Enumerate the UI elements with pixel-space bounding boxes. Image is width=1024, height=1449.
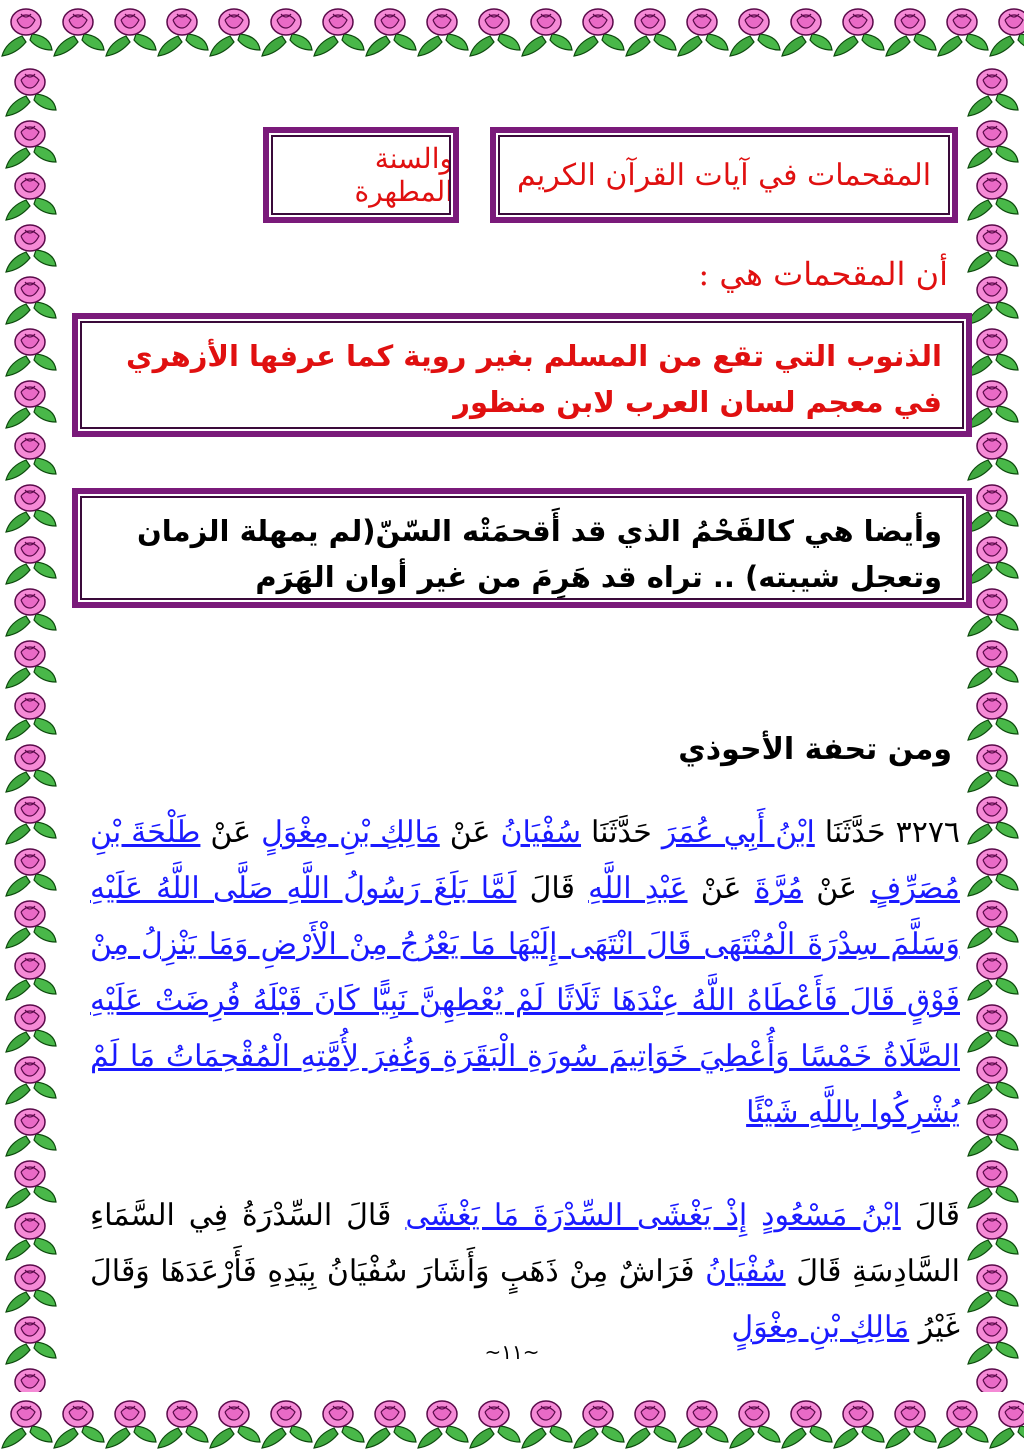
rose-icon [678,9,728,56]
rose-icon [968,641,1018,688]
title-box-main [490,127,958,223]
rose-icon [6,953,56,1000]
narrator-link[interactable]: ابْنُ مَسْعُودٍ [761,1198,901,1233]
floral-border-left [0,62,62,1392]
rose-icon [6,173,56,220]
rose-icon [968,849,1018,896]
rose-icon [6,381,56,428]
hadith-matn-link[interactable]: لَمَّا بَلَغَ رَسُولُ اللَّهِ صَلَّى اللَّهُ عَلَيْهِ وَسَلَّمَ سِدْرَةَ الْمُنْتَهَى قَالَ انْتَهَى إِلَيْهَا مَا يَعْرُجُ مِنْ الْأَرْضِ وَمَا يَنْزِلُ مِنْ فَوْقٍ قَالَ فَأَعْطَاهُ اللَّهُ عِنْدَهَا ثَلَاثًا لَمْ يُعْطِهِنَّ نَبِيًّا كَانَ قَبْلَهُ فُرِضَتْ عَلَيْهِ الصَّلَاةُ خَمْسًا وَأُعْطِيَ خَوَاتِيمَ سُورَةِ الْبَقَرَةِ وَغُفِرَ لِأُمَّتِهِ الْمُقْحِمَاتُ مَا لَمْ يُشْرِكُوا بِاللَّهِ شَيْئًا [90,871,960,1130]
definition-box-2 [72,488,972,608]
rose-icon [366,1401,416,1448]
hadith-text: حَدَّثَنَا [591,815,652,850]
definition-line-2: في معجم لسان العرب لابن منظور [453,385,942,419]
rose-icon [6,1109,56,1156]
narrator-link[interactable]: مُرَّةَ [754,871,804,906]
rose-icon [2,1401,52,1448]
quran-quote-link[interactable]: إِذْ يَغْشَى السِّدْرَةَ مَا يَغْشَى [405,1198,748,1233]
rose-icon [968,433,1018,480]
hadith-text: قَالَ [914,1198,960,1233]
rose-icon [968,901,1018,948]
rose-icon [6,329,56,376]
rose-icon [834,9,884,56]
rose-icon [210,9,260,56]
rose-icon [418,1401,468,1448]
rose-icon [6,641,56,688]
rose-icon [262,1401,312,1448]
hadith-text: عَنْ [816,871,858,906]
rose-icon [968,277,1018,324]
rose-icon [834,1401,884,1448]
rose-icon [968,693,1018,740]
definition2-line-1: وأيضا هي كالقَحْمُ الذي قد أَقحمَتْه السّنّ(لم يمهلة الزمان [137,514,942,548]
rose-icon [6,121,56,168]
rose-icon [314,1401,364,1448]
hadith-text: عَنْ [210,815,252,850]
rose-icon [6,901,56,948]
rose-icon [938,9,988,56]
rose-icon [2,9,52,56]
narrator-link[interactable]: مَالِكِ بْنِ مِغْوَلٍ [731,1310,910,1345]
narrator-link[interactable]: عَبْدِ اللَّهِ [588,871,688,906]
hadith-text: عَنْ [449,815,491,850]
rose-icon [470,9,520,56]
rose-icon [782,9,832,56]
floral-border-right [962,62,1024,1392]
rose-icon [6,849,56,896]
rose-icon [968,1057,1018,1104]
rose-icon [886,1401,936,1448]
rose-icon [6,1005,56,1052]
hadith-paragraph-2 [90,1188,960,1356]
rose-icon [106,1401,156,1448]
rose-icon [6,1265,56,1312]
rose-icon [470,1401,520,1448]
rose-icon [6,69,56,116]
page-number: ~١١~ [484,1340,540,1364]
narrator-link[interactable]: سُفْيَانُ [705,1254,786,1289]
rose-icon [990,9,1024,56]
rose-icon [730,1401,780,1448]
hadith-number: ٣٢٧٦ [895,815,961,850]
rose-icon [314,9,364,56]
rose-icon [968,173,1018,220]
rose-icon [54,1401,104,1448]
rose-icon [968,1265,1018,1312]
rose-icon [968,225,1018,272]
rose-icon [158,9,208,56]
rose-icon [6,277,56,324]
rose-icon [678,1401,728,1448]
rose-icon [418,9,468,56]
rose-icon [886,9,936,56]
rose-icon [262,9,312,56]
rose-icon [968,745,1018,792]
narrator-link[interactable]: سُفْيَانُ [500,815,582,850]
rose-icon [968,1109,1018,1156]
rose-icon [106,9,156,56]
rose-icon [968,953,1018,1000]
rose-icon [6,485,56,532]
floral-border-bottom [0,1392,1024,1449]
rose-icon [968,1369,1018,1392]
hadith-text: فَرَاشٌ مِنْ ذَهَبٍ وَأَشَارَ سُفْيَانُ بِيَدِهِ فَأَرْعَدَهَا وَقَالَ غَيْرُ [90,1254,960,1345]
floral-border-top [0,0,1024,62]
rose-icon [6,745,56,792]
rose-icon [990,1401,1024,1448]
rose-icon [6,1057,56,1104]
rose-icon [574,1401,624,1448]
rose-icon [968,1161,1018,1208]
title-box-secondary [263,127,459,223]
rose-icon [968,537,1018,584]
rose-icon [968,485,1018,532]
narrator-link[interactable]: ابْنُ أَبِي عُمَرَ [661,815,815,850]
rose-icon [6,1213,56,1260]
rose-icon [626,1401,676,1448]
rose-icon [968,381,1018,428]
rose-icon [6,1369,56,1392]
title-main: المقحمات في آيات القرآن الكريم [516,157,932,193]
rose-icon [6,225,56,272]
section-heading: ومن تحفة الأحوذي [678,732,952,767]
rose-icon [968,589,1018,636]
rose-icon [6,797,56,844]
rose-icon [158,1401,208,1448]
rose-icon [366,9,416,56]
rose-icon [6,433,56,480]
rose-icon [210,1401,260,1448]
definition-box [72,313,972,437]
rose-icon [6,589,56,636]
definition2-line-2: وتعجل شيبته) .. تراه قد هَرِمَ من غير أوان الهَرَم [255,560,942,594]
rose-icon [968,329,1018,376]
rose-icon [522,9,572,56]
rose-icon [968,1213,1018,1260]
title-secondary: والسنة المطهرة [354,142,453,208]
hadith-text: قَالَ [529,871,575,906]
definition-line-1: الذنوب التي تقع من المسلم بغير روية كما عرفها الأزهري [125,339,942,373]
rose-icon [968,69,1018,116]
rose-icon [626,9,676,56]
hadith-text: قَالَ السِّدْرَةُ فِي السَّمَاءِ السَّادِسَةِ قَالَ [90,1198,960,1289]
rose-icon [968,1005,1018,1052]
rose-icon [522,1401,572,1448]
narrator-link[interactable]: مَالِكِ بْنِ مِغْوَلٍ [261,815,440,850]
hadith-text: حَدَّثَنَا [824,815,886,850]
rose-icon [54,9,104,56]
rose-icon [574,9,624,56]
rose-icon [6,537,56,584]
rose-icon [6,693,56,740]
rose-icon [6,1161,56,1208]
rose-icon [782,1401,832,1448]
hadith-text: عَنْ [700,871,742,906]
narrator-link[interactable]: طَلْحَةَ بْنِ مُصَرِّفٍ [90,815,960,906]
rose-icon [968,797,1018,844]
rose-icon [968,121,1018,168]
rose-icon [938,1401,988,1448]
subheading: أن المقحمات هي : [698,255,948,293]
hadith-paragraph-1 [90,805,960,1141]
rose-icon [730,9,780,56]
